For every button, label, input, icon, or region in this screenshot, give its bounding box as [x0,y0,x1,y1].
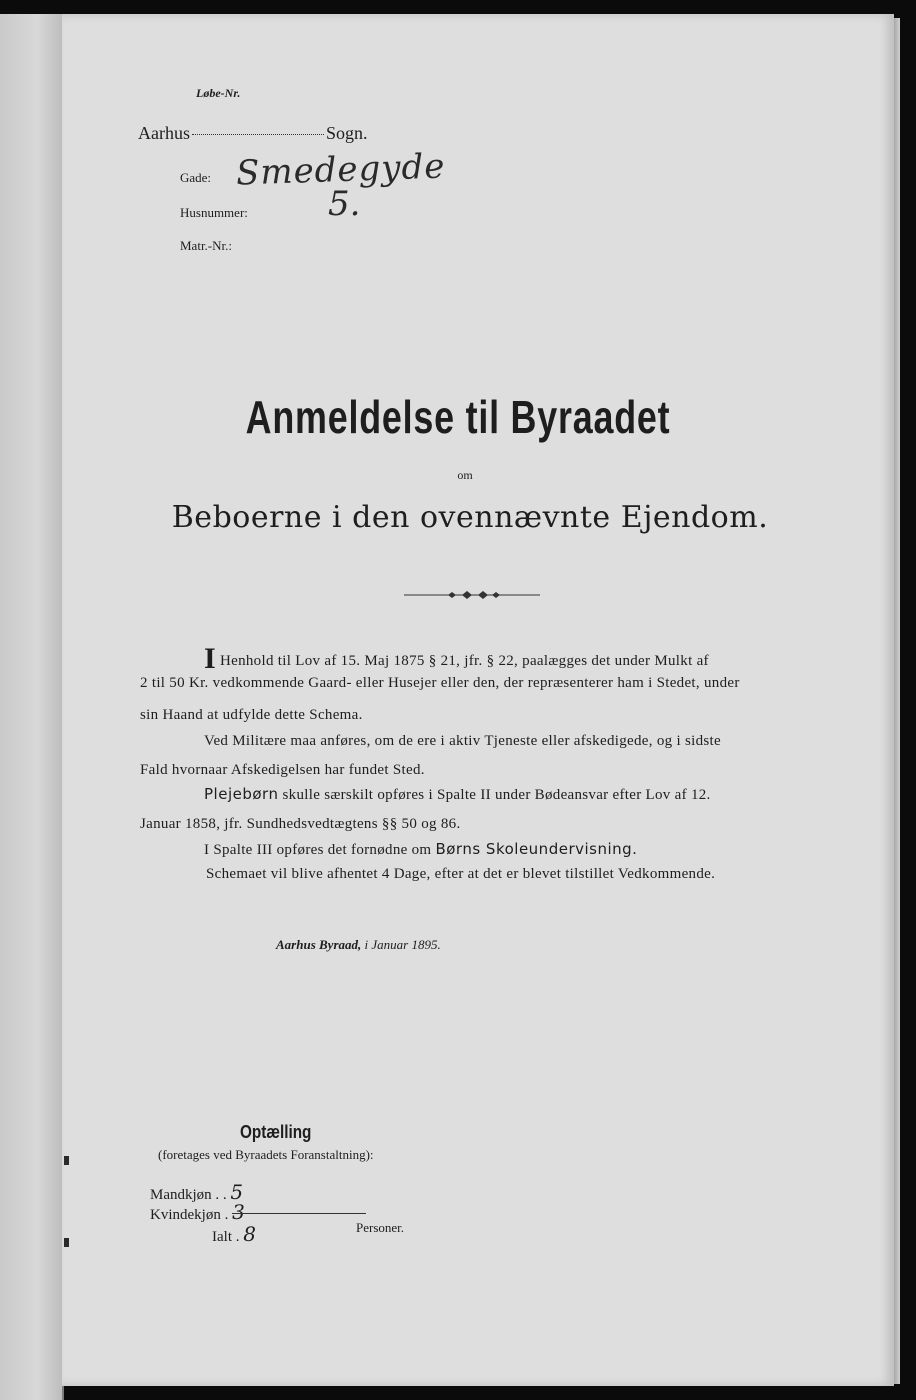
leader-dots: . . [211,1187,231,1203]
paragraph-3-line-2: Januar 1858, jfr. Sundhedsvedtægtens §§ 50 og 86. [140,816,461,832]
ialt-value: 8 [243,1222,256,1246]
left-page-edge [0,14,64,1400]
paragraph-2-line-2: Fald hvornaar Afskedigelsen har fundet Sted. [140,762,425,778]
personer-label: Personer. [356,1220,405,1235]
matr-label: Matr.-Nr.: [180,238,232,253]
husnummer-label: Husnummer: [180,205,248,220]
p1-line1-text: Henhold til Lov af 15. Maj 1875 § 21, jfr. § 22, paalægges det under Mulkt af [219,653,709,669]
kvindekjon-label: Kvindekjøn [150,1207,221,1223]
sum-line [232,1213,366,1214]
husnummer-value: 5. [328,184,361,224]
binding-mark [64,1238,69,1247]
paragraph-3-line-1 [204,785,711,804]
paragraph-1-line-1 [204,642,709,676]
p3-line1-text: skulle særskilt opføres i Spalte II under Bødeansvar efter Lov af 12. [282,787,711,803]
om-text: om [457,468,473,482]
count-title: Optælling [240,1122,312,1142]
binding-mark [64,1156,69,1165]
paragraph-4 [204,840,637,859]
ialt-label: Ialt [212,1229,232,1245]
leader-dots: . [232,1229,244,1245]
document-subtitle: Beboerne i den ovennævnte Ejendom. [171,500,769,535]
signature-authority: Aarhus Byraad, [276,937,362,952]
leader-dots: . [220,1207,233,1223]
dropcap: I [204,642,216,675]
count-subtitle: (foretages ved Byraadets Foranstaltning): [158,1147,374,1162]
kvindekjon-row [150,1200,245,1224]
skoleundervisning-emphasis: Børns Skoleundervisning. [435,840,638,858]
paragraph-1-line-2: 2 til 50 Kr. vedkommende Gaard- eller Husejer eller den, der repræsenterer ham i Stedet, under [140,675,740,691]
mandkjon-value: 5 [230,1180,244,1204]
signature-line [276,937,441,953]
parish-line [138,123,368,144]
gade-value: Smedegyde [235,146,447,194]
gade-label: Gade: [180,170,212,185]
signature-date: i Januar 1895. [364,937,441,952]
loebe-nr-label: Løbe-Nr. [196,86,241,100]
paragraph-2-line-1: Ved Militære maa anføres, om de ere i aktiv Tjeneste eller afskedigede, og i sidste [204,733,721,749]
ialt-row [212,1222,256,1246]
mandkjon-label: Mandkjøn [150,1187,212,1203]
city-label: Aarhus [138,123,190,143]
document-title: Anmeldelse til Byraadet [245,391,671,443]
parish-blank [192,134,324,135]
kvindekjon-value: 3 [232,1200,245,1224]
sogn-label: Sogn. [326,123,368,143]
paragraph-5: Schemaet vil blive afhentet 4 Dage, efter at det er blevet tilstillet Vedkommende. [206,866,716,882]
right-page-edge [894,18,900,1384]
p4-text: I Spalte III opføres det fornødne om [204,842,432,858]
plejeborn-emphasis: Plejebørn [204,785,279,803]
paragraph-1-line-3: sin Haand at udfylde dette Schema. [140,707,363,723]
ornament-divider [404,589,540,601]
